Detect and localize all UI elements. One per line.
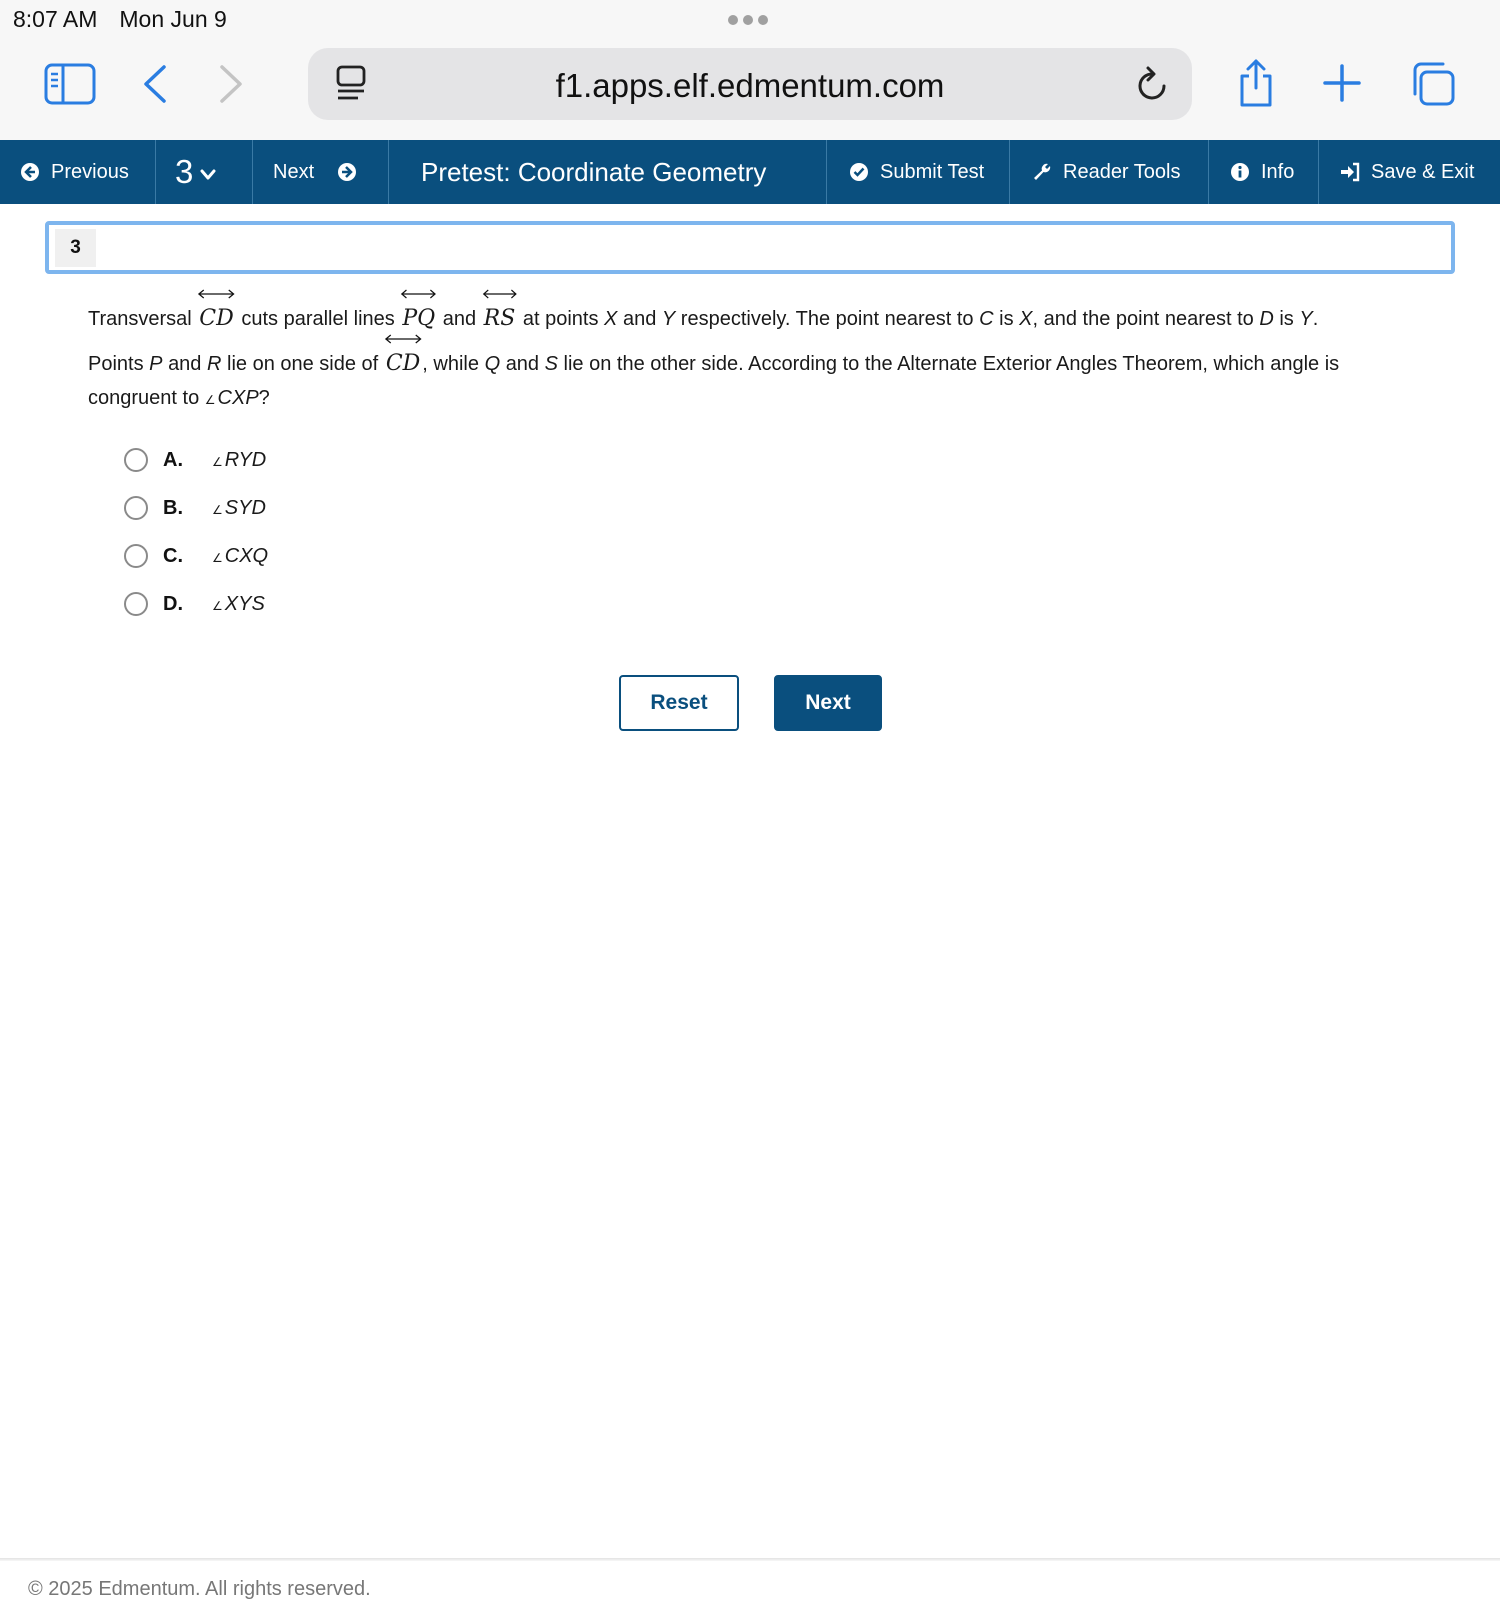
multitasking-dots-icon[interactable]	[728, 15, 768, 25]
ray-rs: RS	[482, 302, 518, 336]
question-prompt	[88, 302, 1418, 417]
answer-choices	[124, 436, 268, 628]
save-exit-label: Save & Exit	[1371, 160, 1475, 183]
choice-a[interactable]: A. ∠ RYD	[124, 436, 268, 484]
save-exit-button[interactable]	[1319, 140, 1500, 204]
angle-symbol: ∠	[212, 454, 223, 469]
next-nav-label: Next	[273, 160, 315, 183]
address-bar[interactable]	[308, 48, 1192, 120]
arrow-right-circle-icon	[336, 161, 358, 183]
angle-symbol: ∠	[212, 502, 223, 517]
check-circle-icon	[848, 161, 870, 183]
ray-cd: CD	[197, 302, 235, 336]
test-navbar	[0, 140, 1500, 204]
submit-test-button[interactable]	[827, 140, 1010, 204]
radio-button[interactable]	[124, 592, 148, 616]
back-icon[interactable]	[140, 64, 170, 104]
previous-button[interactable]	[0, 140, 156, 204]
arrow-left-circle-icon	[19, 161, 41, 183]
reader-tools-button[interactable]	[1010, 140, 1209, 204]
info-button[interactable]	[1209, 140, 1319, 204]
question-line: congruent to ∠ CXP?	[88, 387, 270, 409]
double-arrow-icon	[197, 288, 235, 300]
forward-icon[interactable]	[216, 64, 246, 104]
question-number: 3	[55, 229, 96, 267]
sidebar-icon[interactable]	[44, 63, 96, 105]
chevron-down-icon	[200, 169, 216, 181]
double-arrow-icon	[384, 333, 422, 345]
choice-d[interactable]: D. ∠ XYS	[124, 580, 268, 628]
reset-button[interactable]: Reset	[619, 675, 739, 731]
ray-cd: CD	[384, 347, 422, 381]
share-icon[interactable]	[1236, 58, 1276, 108]
info-circle-icon	[1229, 161, 1251, 183]
wrench-icon	[1031, 161, 1053, 183]
choice-b[interactable]: B. ∠ SYD	[124, 484, 268, 532]
status-bar	[13, 6, 227, 33]
footer-divider	[0, 1558, 1500, 1561]
status-date: Mon Jun 9	[119, 6, 227, 32]
new-tab-icon[interactable]	[1323, 64, 1361, 102]
test-title: Pretest: Coordinate Geometry	[389, 140, 827, 204]
question-line: Points P and R lie on one side of CD , while Q and S lie on the other side. According to the Alternate Exterior Angles Theorem, which angle is	[88, 347, 1418, 381]
radio-button[interactable]	[124, 544, 148, 568]
reload-icon[interactable]	[1136, 65, 1170, 103]
status-time: 8:07 AM	[13, 6, 98, 32]
question-header	[45, 221, 1455, 274]
radio-button[interactable]	[124, 448, 148, 472]
reader-tools-label: Reader Tools	[1063, 160, 1181, 183]
choice-c[interactable]: C. ∠ CXQ	[124, 532, 268, 580]
tabs-icon[interactable]	[1410, 61, 1456, 107]
question-selector[interactable]	[156, 140, 253, 204]
info-label: Info	[1261, 160, 1295, 183]
angle-symbol: ∠	[204, 393, 216, 407]
double-arrow-icon	[482, 288, 518, 300]
question-line: Transversal CD cuts parallel lines PQ and RS at points X and Y respectively. The point nearest to C is X, and the point nearest to D is Y.	[88, 302, 1418, 336]
angle-symbol: ∠	[212, 598, 223, 613]
ray-pq: PQ	[400, 302, 437, 336]
angle-symbol: ∠	[212, 550, 223, 565]
next-button[interactable]: Next	[774, 675, 882, 731]
browser-chrome	[0, 0, 1500, 140]
url-text[interactable]: f1.apps.elf.edmentum.com	[555, 67, 945, 104]
sign-out-icon	[1339, 161, 1361, 183]
submit-test-label: Submit Test	[880, 160, 985, 183]
copyright-text: © 2025 Edmentum. All rights reserved.	[28, 1578, 371, 1600]
double-arrow-icon	[400, 288, 437, 300]
next-nav-button[interactable]	[253, 140, 389, 204]
question-selector-number: 3	[175, 153, 194, 190]
radio-button[interactable]	[124, 496, 148, 520]
previous-label: Previous	[51, 160, 129, 183]
